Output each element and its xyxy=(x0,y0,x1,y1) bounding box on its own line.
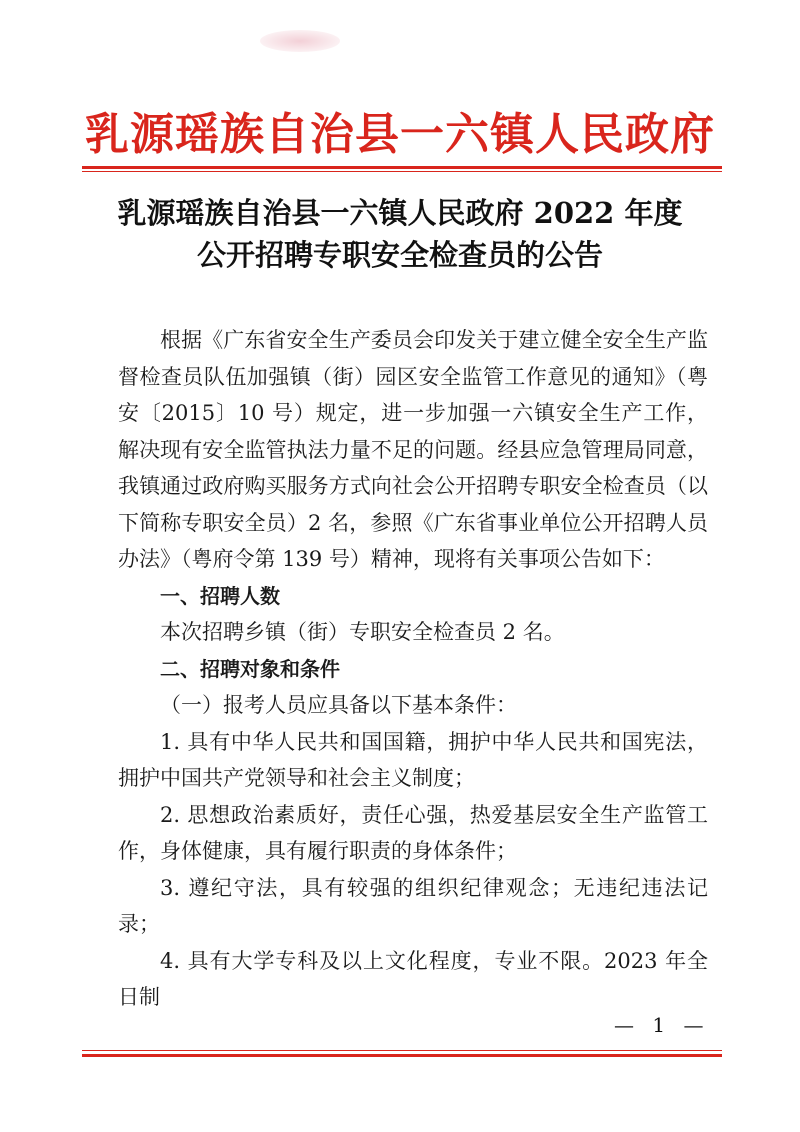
page-number: — 1 — xyxy=(614,1013,710,1037)
red-rule-top-thin xyxy=(82,171,722,172)
section-heading-2: 二、招聘对象和条件 xyxy=(160,656,340,681)
condition-item-1: 1. 具有中华人民共和国国籍，拥护中华人民共和国宪法，拥护中国共产党领导和社会主义制度； xyxy=(118,729,708,790)
condition-item-2: 2. 思想政治素质好，责任心强，热爱基层安全生产监管工作，身体健康，具有履行职责的身体条件； xyxy=(118,802,708,863)
paragraph: 本次招聘乡镇（街）专职安全检查员 2 名。 xyxy=(160,620,565,644)
condition-item-3: 3. 遵纪守法，具有较强的组织纪律观念；无违纪违法记录； xyxy=(118,875,708,936)
red-rule-bottom-thick xyxy=(82,1054,722,1057)
section-heading-1: 一、招聘人数 xyxy=(160,583,280,608)
condition-item-4: 4. 具有大学专科及以上文化程度，专业不限。2023 年全日制 xyxy=(118,948,708,1009)
paragraph: （一）报考人员应具备以下基本条件： xyxy=(160,693,517,717)
red-rule-top-thick xyxy=(82,166,722,169)
red-rule-bottom-thin xyxy=(82,1050,722,1051)
body-text xyxy=(118,322,708,1016)
doc-title-line2: 公开招聘专职安全检查员的公告 xyxy=(196,238,603,272)
red-header-org-name: 乳源瑶族自治县一六镇人民政府 xyxy=(85,109,715,160)
doc-title-line1: 乳源瑶族自治县一六镇人民政府 2022 年度 xyxy=(117,196,683,230)
stamp-mark xyxy=(260,30,340,52)
intro-paragraph: 根据《广东省安全生产委员会印发关于建立健全安全生产监督检查员队伍加强镇（街）园区安全监管工作意见的通知》（粤安〔2015〕10 号）规定，进一步加强一六镇安全生产工作，解决现有安全监管执法力量不足的问题。经县应急管理局同意，我镇通过政府购买服务方式向社会公开招聘专职安全检查员（以下简称专职安全员）2 名，参照《广东省事业单位公开招聘人员办法》（粤府令第 139 号）精神，现将有关事项公告如下： xyxy=(118,328,708,571)
